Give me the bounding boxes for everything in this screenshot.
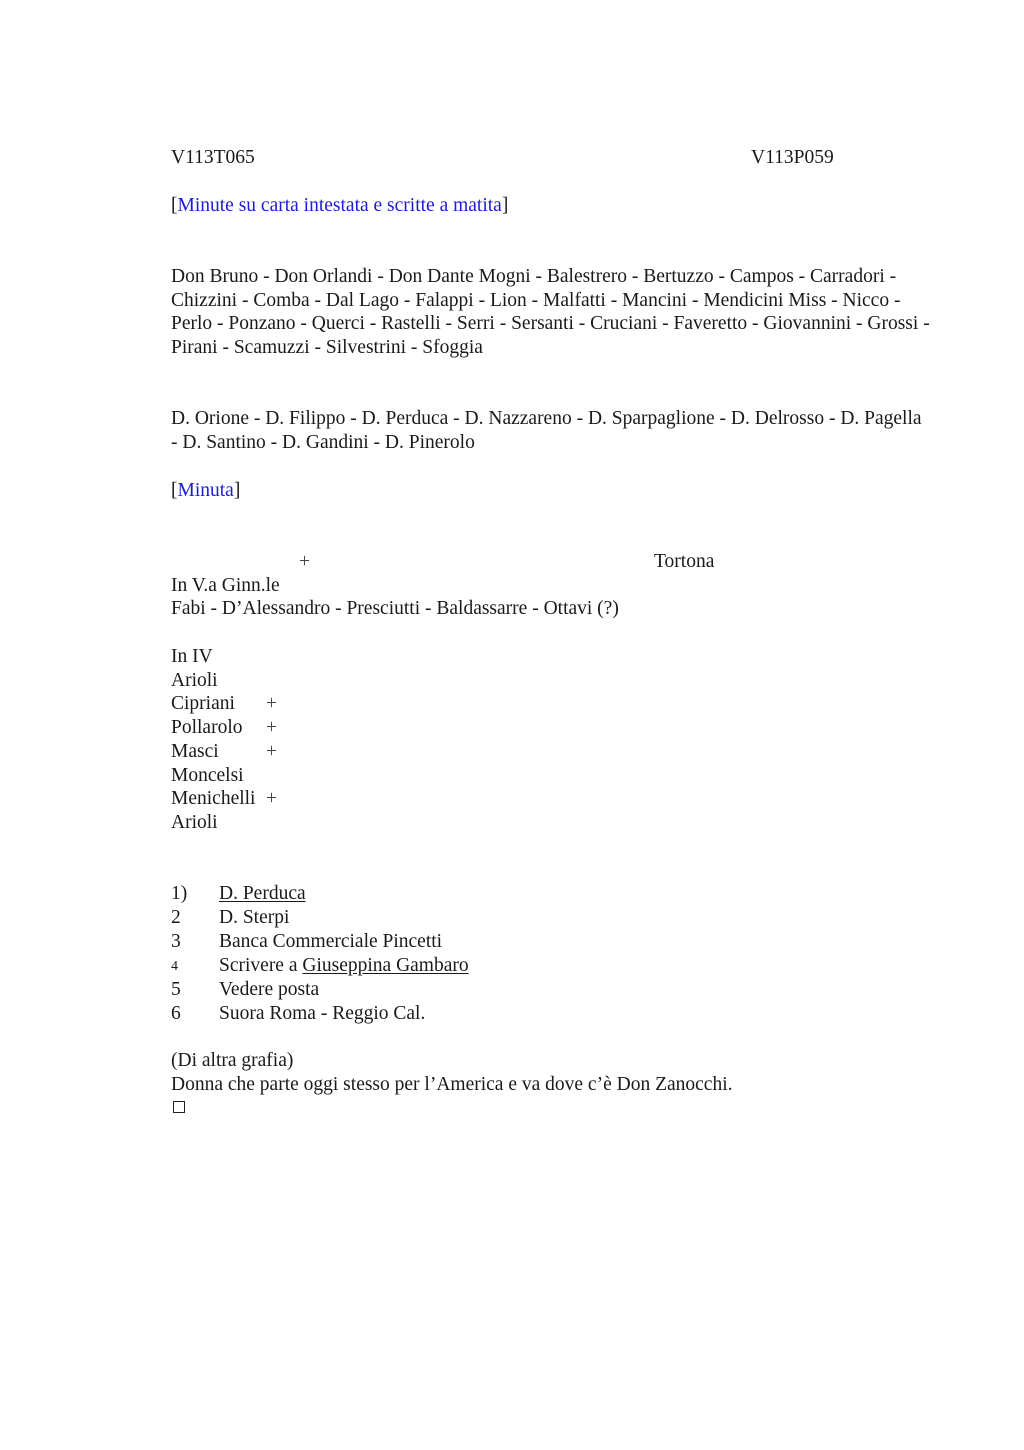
editorial-note-text: Minute su carta intestata e scritte a matita bbox=[177, 195, 502, 216]
student-name: Cipriani bbox=[171, 693, 235, 714]
todo-number: 6 bbox=[171, 1003, 181, 1024]
todo-text: D. Perduca bbox=[219, 883, 306, 904]
document-code-right: V113P059 bbox=[751, 147, 834, 168]
list-item bbox=[171, 764, 244, 788]
document-code-left: V113T065 bbox=[171, 147, 255, 168]
bracket-open: [ bbox=[171, 195, 178, 216]
list-item bbox=[171, 787, 311, 811]
student-name: Masci bbox=[171, 741, 219, 762]
todo-text-underlined: Giuseppina Gambaro bbox=[302, 955, 469, 976]
todo-text: Suora Roma - Reggio Cal. bbox=[219, 1003, 426, 1024]
todo-text: Vedere posta bbox=[219, 979, 320, 1000]
cross-mark: + bbox=[266, 788, 277, 809]
cross-mark: + bbox=[299, 551, 310, 572]
other-hand-text: Donna che parte oggi stesso per l’America e va dove c’è Don Zanocchi. bbox=[171, 1074, 733, 1095]
place-name: Tortona bbox=[654, 551, 715, 572]
minuta-line-1: In V.a Ginn.le bbox=[171, 575, 280, 596]
bracket-close: ] bbox=[233, 480, 241, 501]
todo-number: 2 bbox=[171, 907, 181, 928]
bracket-open: [ bbox=[171, 480, 178, 501]
bracket-close: ] bbox=[501, 195, 509, 216]
todo-number: 1) bbox=[171, 883, 188, 904]
list-item bbox=[171, 669, 218, 693]
editorial-note-top bbox=[171, 194, 508, 218]
student-name: Arioli bbox=[171, 670, 218, 691]
todo-text bbox=[219, 954, 469, 978]
todo-number: 3 bbox=[171, 931, 181, 952]
list-item bbox=[171, 740, 311, 764]
minuta-line-2: Fabi - D’Alessandro - Presciutti - Baldassarre - Ottavi (?) bbox=[171, 598, 619, 619]
todo-number: 5 bbox=[171, 979, 181, 1000]
editorial-note-minuta bbox=[171, 479, 240, 503]
names-paragraph-2: D. Orione - D. Filippo - D. Perduca - D. Nazzareno - D. Sparpaglione - D. Delrosso - D. Pagella - D. Santino - D. Gandini - D. Pinerolo bbox=[171, 408, 922, 453]
student-name: Moncelsi bbox=[171, 765, 244, 786]
names-paragraph-1: Don Bruno - Don Orlandi - Don Dante Mogni - Balestrero - Bertuzzo - Campos - Carradori - Chizzini - Comba - Dal Lago - Falappi - Lion - Malfatti - Mancini - Mendicini Miss - Nicco - Perlo - Ponzano - Querci - Rastelli - Serri - Sersanti - Cruciani - Faveretto - Giovannini - Grossi - Pirani - Scamuzzi - Silvestrini - Sfoggia bbox=[171, 266, 930, 359]
list-item bbox=[171, 716, 311, 740]
editorial-note-minuta-text: Minuta bbox=[177, 480, 234, 501]
student-name: Menichelli bbox=[171, 788, 256, 809]
todo-text: Banca Commerciale Pincetti bbox=[219, 931, 443, 952]
student-name: Pollarolo bbox=[171, 717, 243, 738]
section-title-in-iv: In IV bbox=[171, 646, 213, 667]
cross-mark: + bbox=[266, 741, 277, 762]
end-marker-square-icon bbox=[173, 1101, 185, 1113]
cross-mark: + bbox=[266, 693, 277, 714]
todo-number: 4 bbox=[171, 959, 178, 974]
todo-text: D. Sterpi bbox=[219, 907, 290, 928]
other-hand-label: (Di altra grafia) bbox=[171, 1050, 294, 1071]
list-item bbox=[171, 811, 218, 835]
cross-mark: + bbox=[266, 717, 277, 738]
list-item bbox=[171, 692, 311, 716]
student-name: Arioli bbox=[171, 812, 218, 833]
todo-text-prefix: Scrivere a bbox=[219, 955, 303, 976]
